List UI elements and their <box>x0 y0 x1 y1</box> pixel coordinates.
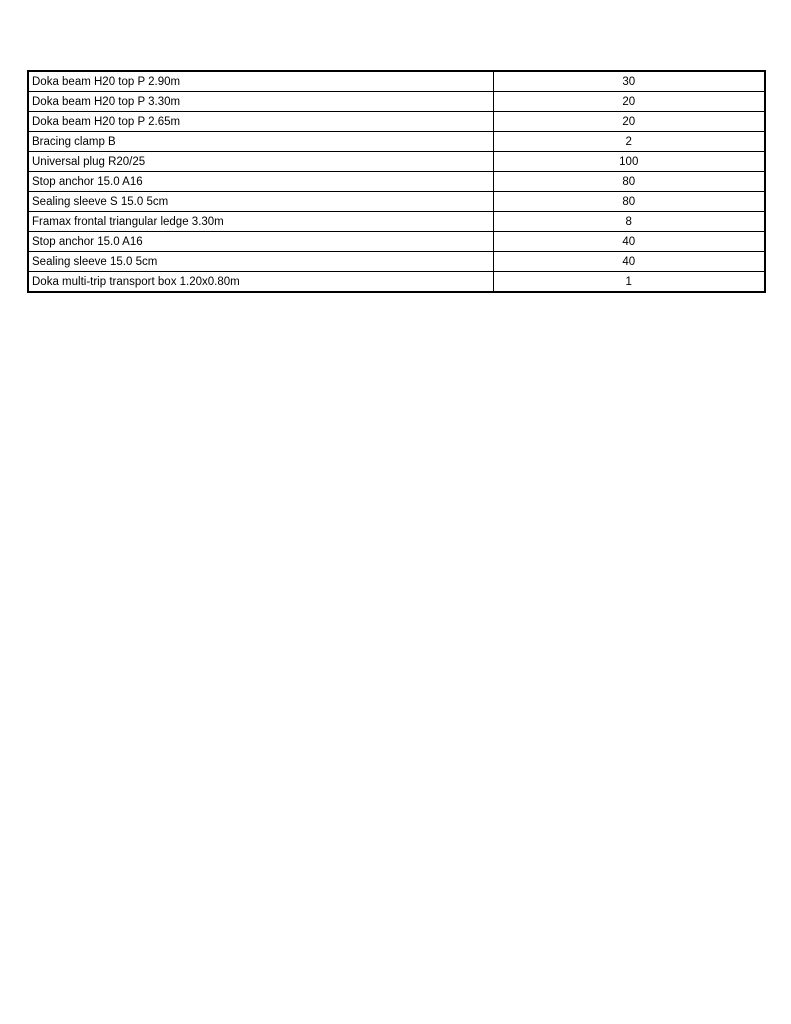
quantity-cell: 30 <box>493 71 765 92</box>
table-row <box>28 212 765 232</box>
table-row <box>28 132 765 152</box>
quantity-cell: 80 <box>493 172 765 192</box>
table-row <box>28 272 765 293</box>
table-row <box>28 232 765 252</box>
item-name-cell: Sealing sleeve 15.0 5cm <box>28 252 493 272</box>
quantity-cell: 40 <box>493 232 765 252</box>
quantity-cell: 100 <box>493 152 765 172</box>
item-name-cell: Stop anchor 15.0 A16 <box>28 232 493 252</box>
table-row <box>28 152 765 172</box>
table-row <box>28 172 765 192</box>
table-row <box>28 112 765 132</box>
quantity-cell: 20 <box>493 92 765 112</box>
item-name-cell: Sealing sleeve S 15.0 5cm <box>28 192 493 212</box>
table-row <box>28 192 765 212</box>
materials-table-body <box>28 71 765 292</box>
quantity-cell: 40 <box>493 252 765 272</box>
item-name-cell: Stop anchor 15.0 A16 <box>28 172 493 192</box>
item-name-cell: Doka beam H20 top P 2.90m <box>28 71 493 92</box>
quantity-cell: 80 <box>493 192 765 212</box>
quantity-cell: 20 <box>493 112 765 132</box>
item-name-cell: Doka multi-trip transport box 1.20x0.80m <box>28 272 493 293</box>
table-row <box>28 71 765 92</box>
materials-table <box>27 70 766 293</box>
item-name-cell: Framax frontal triangular ledge 3.30m <box>28 212 493 232</box>
quantity-cell: 1 <box>493 272 765 293</box>
table-row <box>28 92 765 112</box>
item-name-cell: Doka beam H20 top P 3.30m <box>28 92 493 112</box>
quantity-cell: 8 <box>493 212 765 232</box>
item-name-cell: Bracing clamp B <box>28 132 493 152</box>
quantity-cell: 2 <box>493 132 765 152</box>
table-row <box>28 252 765 272</box>
item-name-cell: Doka beam H20 top P 2.65m <box>28 112 493 132</box>
item-name-cell: Universal plug R20/25 <box>28 152 493 172</box>
